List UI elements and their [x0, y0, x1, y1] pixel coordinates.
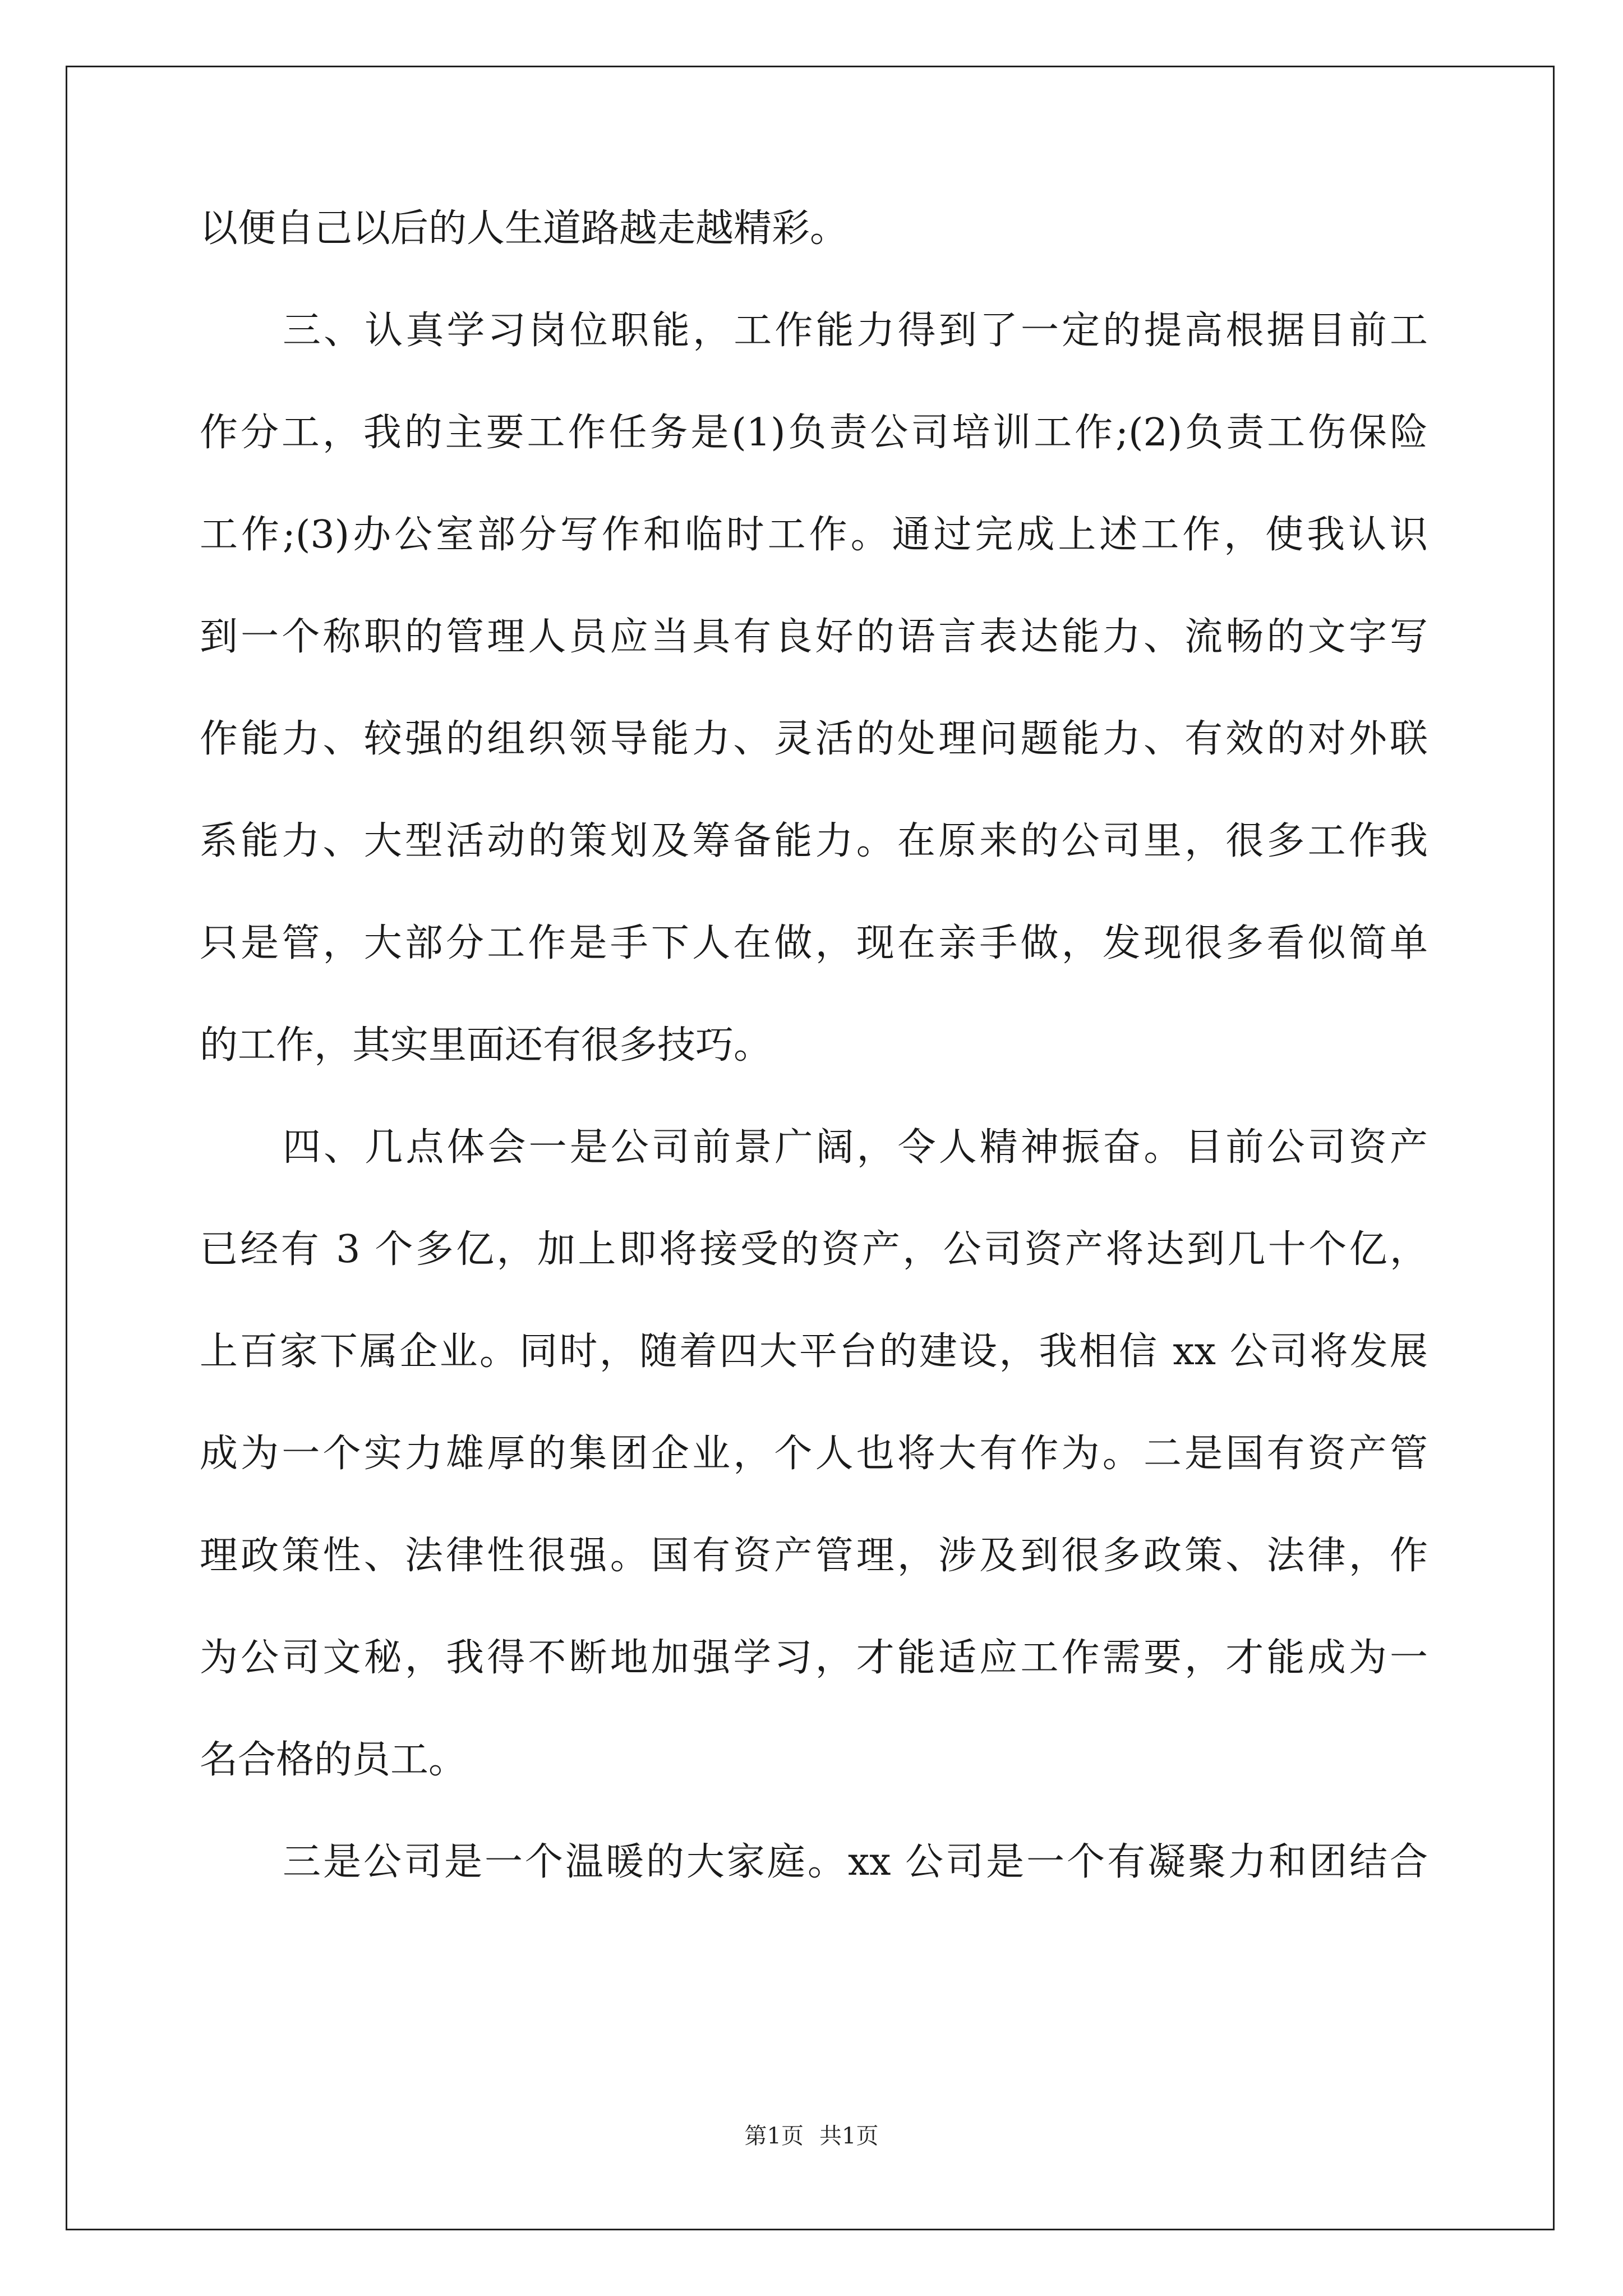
text-line: 四、几点体会一是公司前景广阔，令人精神振奋。目前公司资产 — [283, 1125, 1428, 1170]
page-number: 第1页 — [744, 2123, 804, 2149]
text-line: 成为一个实力雄厚的集团企业，个人也将大有作为。二是国有资产管 — [200, 1432, 1428, 1476]
page-footer — [0, 2118, 1623, 2150]
document-body — [200, 198, 1428, 1934]
text-line: 为公司文秘，我得不断地加强学习，才能适应工作需要，才能成为一 — [200, 1636, 1428, 1680]
text-line: 的工作，其实里面还有很多技巧。 — [200, 1023, 772, 1068]
text-line: 到一个称职的管理人员应当具有良好的语言表达能力、流畅的文字写 — [200, 615, 1428, 659]
text-line: 系能力、大型活动的策划及筹备能力。在原来的公司里，很多工作我 — [200, 819, 1428, 863]
page-total: 共1页 — [819, 2123, 879, 2149]
text-line: 三是公司是一个温暖的大家庭。xx 公司是一个有凝聚力和团结合 — [283, 1840, 1428, 1884]
text-line: 上百家下属企业。同时，随着四大平台的建设，我相信 xx 公司将发展 — [200, 1329, 1428, 1374]
text-line: 三、认真学习岗位职能，工作能力得到了一定的提高根据目前工 — [283, 309, 1428, 353]
text-line: 工作;(3)办公室部分写作和临时工作。通过完成上述工作，使我认识 — [200, 513, 1428, 557]
text-line: 作分工，我的主要工作任务是(1)负责公司培训工作;(2)负责工伤保险 — [200, 411, 1428, 455]
text-line: 名合格的员工。 — [200, 1738, 467, 1782]
text-line: 只是管，大部分工作是手下人在做，现在亲手做，发现很多看似简单 — [200, 921, 1428, 965]
text-line: 已经有 3 个多亿，加上即将接受的资产，公司资产将达到几十个亿， — [200, 1227, 1428, 1272]
text-line: 以便自己以后的人生道路越走越精彩。 — [200, 206, 849, 251]
text-line: 作能力、较强的组织领导能力、灵活的处理问题能力、有效的对外联 — [200, 717, 1428, 761]
text-line: 理政策性、法律性很强。国有资产管理，涉及到很多政策、法律，作 — [200, 1534, 1428, 1578]
